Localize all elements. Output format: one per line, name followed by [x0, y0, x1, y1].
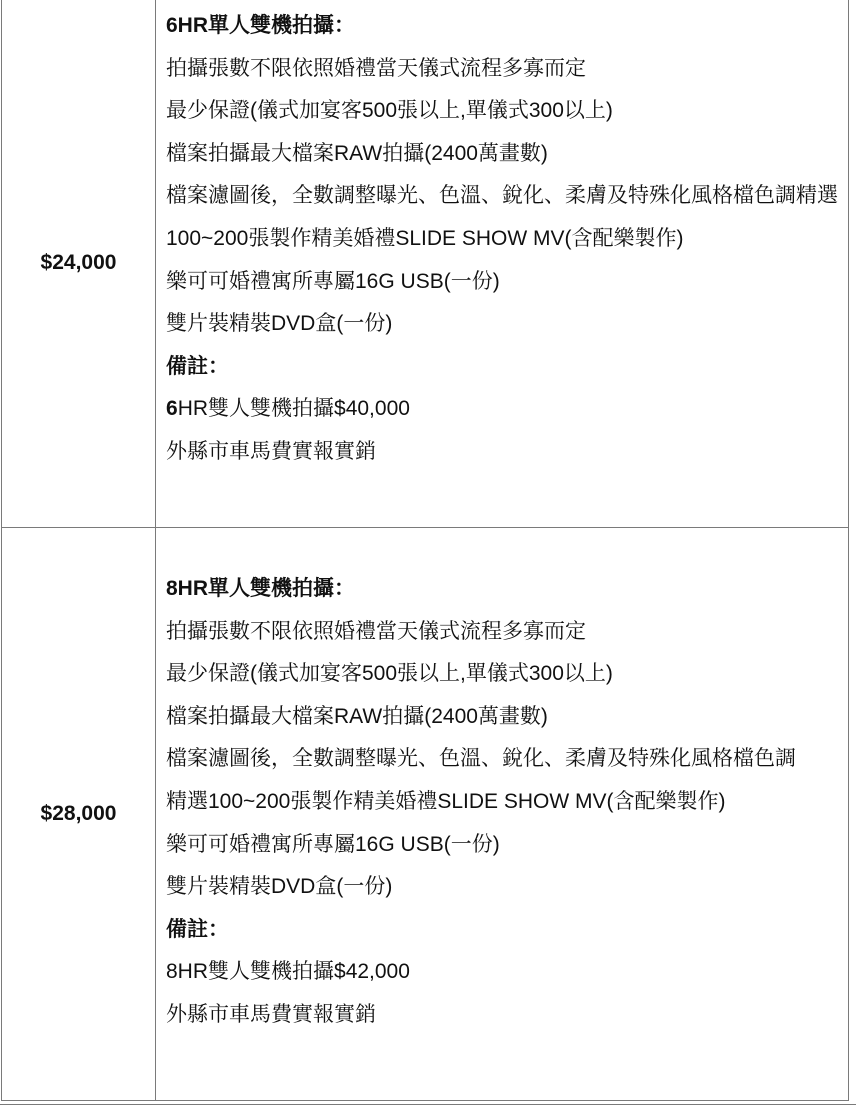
- note-text: [166, 388, 840, 431]
- package-detail-line: 拍攝張數不限依照婚禮當天儀式流程多寡而定: [166, 56, 586, 80]
- package-detail-line: 檔案濾圖後，全數調整曝光、色溫、銳化、柔膚及特殊化風格檔色調: [166, 747, 796, 771]
- table-bottom-border: [0, 1104, 856, 1105]
- note-text: 8HR雙人雙機拍攝$42,000: [166, 960, 410, 984]
- travel-fee-note: 外縣市車馬費實報實銷: [166, 1002, 376, 1026]
- package-detail-line: 最少保證(儀式加宴客500張以上,單儀式300以上): [166, 99, 613, 123]
- package-details: [156, 0, 849, 528]
- package-detail-line: 雙片裝精裝DVD盒(一份): [166, 312, 393, 336]
- package-detail-line: 檔案拍攝最大檔案RAW拍攝(2400萬畫數): [166, 141, 548, 165]
- note-label: 備註：: [166, 917, 229, 941]
- package-row: [2, 0, 849, 528]
- package-detail-line: 樂可可婚禮寓所專屬16G USB(一份): [166, 832, 500, 856]
- package-title: 6HR單人雙機拍攝：: [166, 14, 356, 37]
- package-detail-line: 拍攝張數不限依照婚禮當天儀式流程多寡而定: [166, 619, 586, 643]
- package-detail-line: 最少保證(儀式加宴客500張以上,單儀式300以上): [166, 662, 613, 686]
- package-row: [2, 528, 849, 1101]
- package-title: 8HR單人雙機拍攝：: [166, 577, 356, 600]
- package-price: $28,000: [2, 528, 156, 1101]
- pricing-table: [1, 0, 849, 1101]
- package-detail-line: 樂可可婚禮寓所專屬16G USB(一份): [166, 269, 500, 293]
- package-detail-line: 檔案濾圖後，全數調整曝光、色溫、銳化、柔膚及特殊化風格檔色調精選100~200張製作精美婚禮SLIDE SHOW MV(含配樂製作): [166, 184, 838, 250]
- note-label: 備註：: [166, 354, 229, 378]
- package-details: [156, 528, 849, 1101]
- note-text-prefix: 6: [166, 397, 178, 421]
- package-price: $24,000: [2, 0, 156, 528]
- package-detail-line: 檔案拍攝最大檔案RAW拍攝(2400萬畫數): [166, 704, 548, 728]
- travel-fee-note: 外縣市車馬費實報實銷: [166, 439, 376, 463]
- note-text-rest: HR雙人雙機拍攝$40,000: [177, 397, 410, 421]
- package-detail-line: 雙片裝精裝DVD盒(一份): [166, 875, 393, 899]
- package-detail-line: 精選100~200張製作精美婚禮SLIDE SHOW MV(含配樂製作): [166, 789, 726, 813]
